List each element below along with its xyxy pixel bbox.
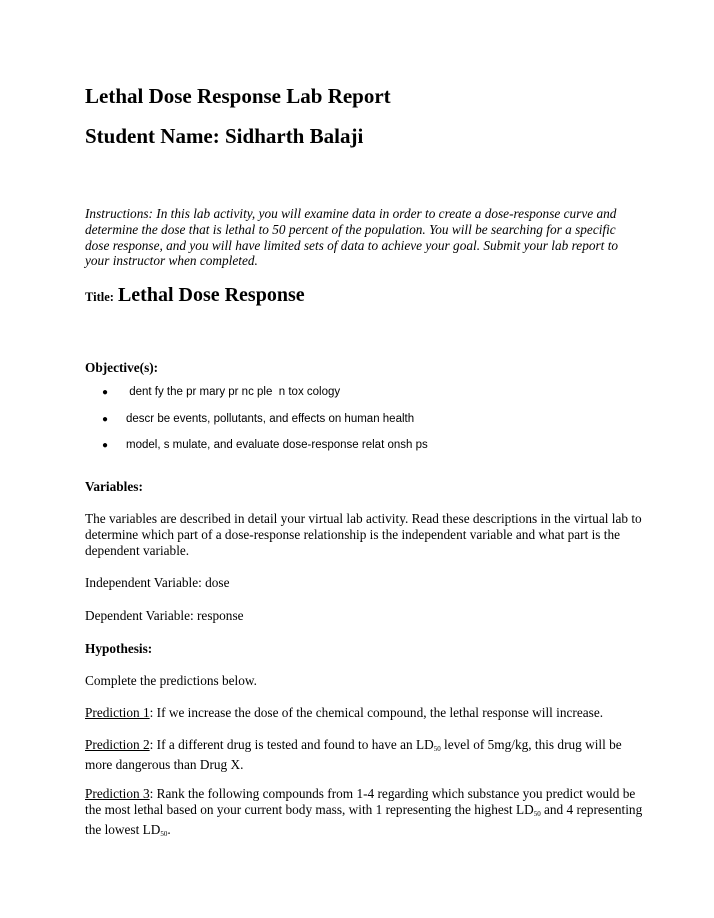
list-item: ● dent fy the pr mary pr nc ple n tox cology [85,386,428,413]
title-line [85,284,305,307]
prediction-2: Prediction 2: If a different drug is tested and found to have an $LD_{50}$ level of 5mg/kg, this drug will be more dangerous than Drug X. [85,737,622,772]
list-item: ● descr be events, pollutants, and effects on human health [85,413,428,440]
bullet-icon: ● [102,387,109,398]
objectives-heading: Objective(s): [85,360,159,375]
bullet-icon: ● [102,440,109,451]
hypothesis-heading: Hypothesis: [85,641,153,656]
dependent-variable: Dependent Variable: response [85,608,244,623]
variables-heading: Variables: [85,479,143,494]
report-title: Lethal Dose Response Lab Report [85,84,391,108]
prediction-1: Prediction 1: If we increase the dose of the chemical compound, the lethal response will increase. [85,705,604,720]
prediction-3-label: Prediction 3 [85,786,150,801]
instructions-text: Instructions: In this lab activity, you will examine data in order to create a dose-response curve and determine the dose that is lethal to 50 percent of the population. You will be searching for a specific dose response, and you will have limited sets of data to achieve your goal. Submit your lab report to your instructor when completed. [85,206,619,269]
objectives-list [85,386,428,466]
independent-variable: Independent Variable: dose [85,575,230,590]
hypothesis-intro: Complete the predictions below. [85,673,257,688]
list-item: ● model, s mulate, and evaluate dose-response relat onsh ps [85,439,428,466]
bullet-icon: ● [102,413,109,425]
prediction-3: Prediction 3: Rank the following compounds from 1-4 regarding which substance you predict would be the most lethal based on your current body mass, with 1 representing the highest $LD_{50}$ and 4 representing the lowest $LD_{50}$. [85,786,643,838]
title-value: Lethal Dose Response [117,284,305,306]
variables-description: The variables are described in detail your virtual lab activity. Read these descriptions in the virtual lab to determine which part of a dose-response relationship is the independent variable and what part is the dependent variable. [85,511,642,558]
title-label: Title: [85,290,114,304]
prediction-2-label: Prediction 2 [85,737,150,752]
prediction-1-label: Prediction 1 [85,705,150,720]
student-name: Student Name: Sidharth Balaji [85,124,364,148]
